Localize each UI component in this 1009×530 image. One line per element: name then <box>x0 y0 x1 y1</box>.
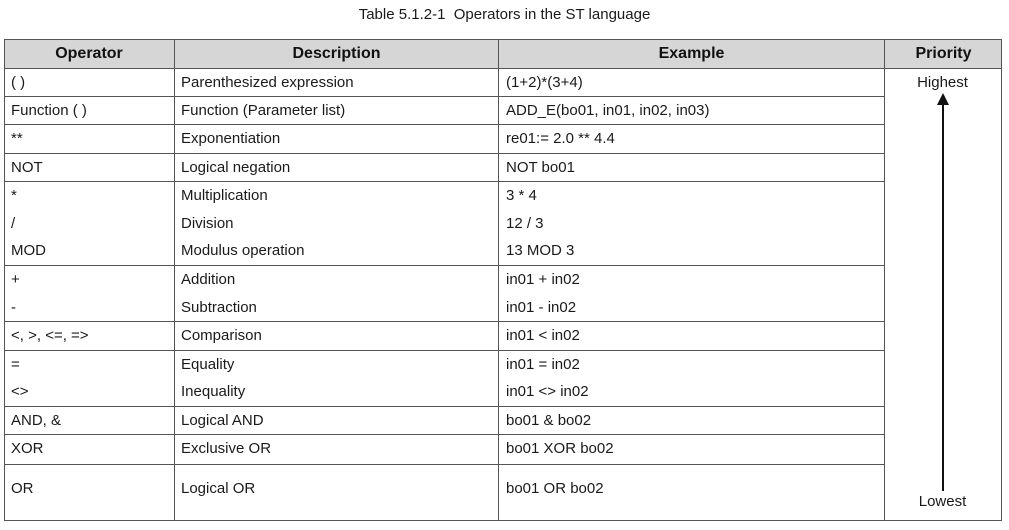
description-cell: Logical AND <box>181 412 264 429</box>
operator-cell: = <box>11 356 20 373</box>
table-row <box>4 210 884 237</box>
row-divider <box>4 464 884 465</box>
table-row <box>4 69 884 97</box>
example-cell: ADD_E(bo01, in01, in02, in03) <box>506 102 710 119</box>
example-cell: re01:= 2.0 ** 4.4 <box>506 130 615 147</box>
column-divider <box>498 39 499 521</box>
priority-arrow-icon <box>934 93 954 493</box>
table-row <box>4 294 884 322</box>
priority-highest-label: Highest <box>917 74 968 91</box>
header-operator: Operator <box>55 45 123 62</box>
table-row <box>4 465 884 521</box>
table-row <box>4 237 884 266</box>
description-cell: Multiplication <box>181 187 268 204</box>
row-divider <box>4 265 884 266</box>
example-cell: 12 / 3 <box>506 215 544 232</box>
table-row <box>4 407 884 435</box>
description-cell: Exponentiation <box>181 130 281 147</box>
table-row <box>4 351 884 378</box>
table-row <box>4 322 884 351</box>
description-cell: Modulus operation <box>181 242 305 259</box>
example-cell: bo01 & bo02 <box>506 412 592 429</box>
example-cell: 13 MOD 3 <box>506 242 575 259</box>
table-row <box>4 97 884 125</box>
priority-lowest-label: Lowest <box>918 493 967 510</box>
description-cell: Logical negation <box>181 159 291 176</box>
description-cell: Parenthesized expression <box>181 74 354 91</box>
operator-cell: ** <box>11 130 23 147</box>
row-divider <box>4 350 884 351</box>
table-row <box>4 435 884 465</box>
description-cell: Exclusive OR <box>181 440 272 457</box>
row-divider <box>4 124 884 125</box>
row-divider <box>4 434 884 435</box>
description-cell: Inequality <box>181 383 246 400</box>
example-cell: in01 + in02 <box>506 271 580 288</box>
description-cell: Subtraction <box>181 299 257 316</box>
example-cell: in01 < in02 <box>506 327 580 344</box>
example-cell: bo01 OR bo02 <box>506 480 604 497</box>
column-divider <box>884 39 885 521</box>
example-cell: in01 - in02 <box>506 299 577 316</box>
operator-cell: AND, & <box>11 412 62 429</box>
table-row <box>4 125 884 154</box>
operator-cell: <> <box>11 383 29 400</box>
column-divider <box>4 39 5 521</box>
table-row <box>4 378 884 407</box>
description-cell: Comparison <box>181 327 262 344</box>
description-cell: Equality <box>181 356 235 373</box>
description-cell: Function (Parameter list) <box>181 102 346 119</box>
operator-cell: Function ( ) <box>11 102 87 119</box>
operator-cell: / <box>11 215 16 232</box>
row-divider <box>4 406 884 407</box>
description-cell: Division <box>181 215 234 232</box>
operator-cell: XOR <box>11 440 44 457</box>
row-divider <box>4 153 884 154</box>
example-cell: in01 <> in02 <box>506 383 589 400</box>
table-row <box>4 154 884 182</box>
operator-cell: OR <box>11 480 34 497</box>
example-cell: 3 * 4 <box>506 187 537 204</box>
operator-cell: MOD <box>11 242 46 259</box>
row-divider <box>4 181 884 182</box>
operator-cell: NOT <box>11 159 43 176</box>
operator-cell: + <box>11 271 20 288</box>
table-header-row <box>4 39 1002 69</box>
column-divider <box>1001 39 1002 521</box>
row-divider <box>4 520 1002 521</box>
example-cell: bo01 XOR bo02 <box>506 440 614 457</box>
description-cell: Logical OR <box>181 480 256 497</box>
header-description: Description <box>292 45 381 62</box>
description-cell: Addition <box>181 271 236 288</box>
table-caption: Table 5.1.2-1 Operators in the ST language <box>358 6 651 23</box>
example-cell: NOT bo01 <box>506 159 575 176</box>
header-priority: Priority <box>915 45 972 62</box>
operator-cell: <, >, <=, => <box>11 327 89 344</box>
table-row <box>4 182 884 210</box>
row-divider <box>4 96 884 97</box>
header-example: Example <box>658 45 725 62</box>
row-divider <box>4 321 884 322</box>
operator-cell: ( ) <box>11 74 26 91</box>
operator-cell: - <box>11 299 16 316</box>
column-divider <box>174 39 175 521</box>
table-row <box>4 266 884 294</box>
example-cell: (1+2)*(3+4) <box>506 74 583 91</box>
example-cell: in01 = in02 <box>506 356 580 373</box>
operator-cell: * <box>11 187 17 204</box>
